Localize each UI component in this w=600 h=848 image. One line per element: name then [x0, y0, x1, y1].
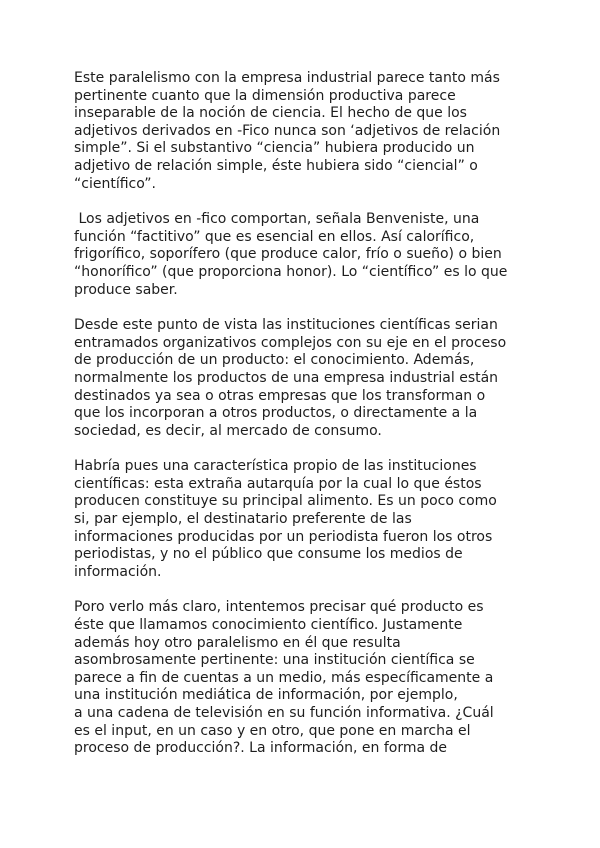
text-line: Habría pues una característica propio de las instituciones: [74, 458, 477, 475]
text-line: Desde este punto de vista las instituciones científicas serian: [74, 317, 498, 334]
text-line: a una cadena de televisión en su función informativa. ¿Cuál: [74, 705, 494, 721]
text-line: pertinente cuanto que la dimensión productiva parece: [74, 87, 456, 104]
text-line: proceso de producción?. La información, en forma de: [74, 740, 448, 757]
text-line: si, par ejemplo, el destinatario preferente de las: [74, 511, 412, 528]
text-line: de producción de un producto: el conocimiento. Además,: [74, 352, 475, 369]
text-line: Poro verlo más claro, intentemos precisar qué producto es: [74, 599, 484, 616]
text-line: Este paralelismo con la empresa industrial parece tanto más: [74, 70, 500, 86]
text-line: adjetivo de relación simple, éste hubiera sido “ciencial” o: [74, 157, 478, 174]
body-text: [74, 70, 534, 758]
text-line: además hoy otro paralelismo en él que resulta: [74, 634, 401, 651]
text-line: frigorífico, soporífero (que produce calor, frío o sueño) o bien: [74, 246, 502, 263]
text-line: “honorífico” (que proporciona honor). Lo “científico” es lo que: [74, 263, 508, 280]
paragraph-gap: [74, 440, 534, 458]
text-line: destinados ya sea o otras empresas que los transforman o: [74, 387, 486, 404]
paragraph-gap: [74, 299, 534, 317]
text-line: sociedad, es decir, al mercado de consumo.: [74, 422, 382, 439]
paragraph: [74, 317, 534, 440]
text-line: inseparable de la noción de ciencia. El hecho de que los: [74, 105, 467, 122]
text-line: información.: [74, 563, 162, 580]
text-line: produce saber.: [74, 281, 178, 298]
text-line: parece a fin de cuentas a un medio, más específicamente a: [74, 669, 494, 686]
text-line: es el input, en un caso y en otro, que pone en marcha el: [74, 722, 471, 739]
text-line: asombrosamente pertinente: una institución científica se: [74, 652, 475, 669]
text-line: una institución mediática de información, por ejemplo,: [74, 687, 458, 704]
text-line: informaciones producidas por un periodista fueron los otros: [74, 528, 493, 545]
text-line: entramados organizativos complejos con su eje en el proceso: [74, 334, 507, 351]
paragraph: [74, 211, 534, 299]
text-line: éste que llamamos conocimiento científico. Justamente: [74, 617, 463, 634]
text-line: simple”. Si el substantivo “ciencia” hubiera producido un: [74, 140, 475, 157]
text-line: función “factitivo” que es esencial en ellos. Así calorífico,: [74, 228, 475, 245]
text-line: normalmente los productos de una empresa industrial están: [74, 369, 499, 386]
paragraph-gap: [74, 193, 534, 211]
paragraph-gap: [74, 581, 534, 599]
text-line: periodistas, y no el público que consume los medios de: [74, 546, 463, 563]
paragraph: [74, 458, 534, 581]
text-line: “científico”.: [74, 175, 156, 192]
text-line: adjetivos derivados en -Fico nunca son ‘adjetivos de relación: [74, 122, 501, 139]
text-line: científicas: esta extraña autarquía por la cual lo que éstos: [74, 475, 482, 492]
text-line: producen constituye su principal alimento. Es un poco como: [74, 493, 497, 510]
text-line: Los adjetivos en -fico comportan, señala Benveniste, una: [74, 211, 480, 228]
text-line: que los incorporan a otros productos, o directamente a la: [74, 405, 478, 422]
paragraph: [74, 599, 534, 757]
paragraph: [74, 70, 534, 193]
